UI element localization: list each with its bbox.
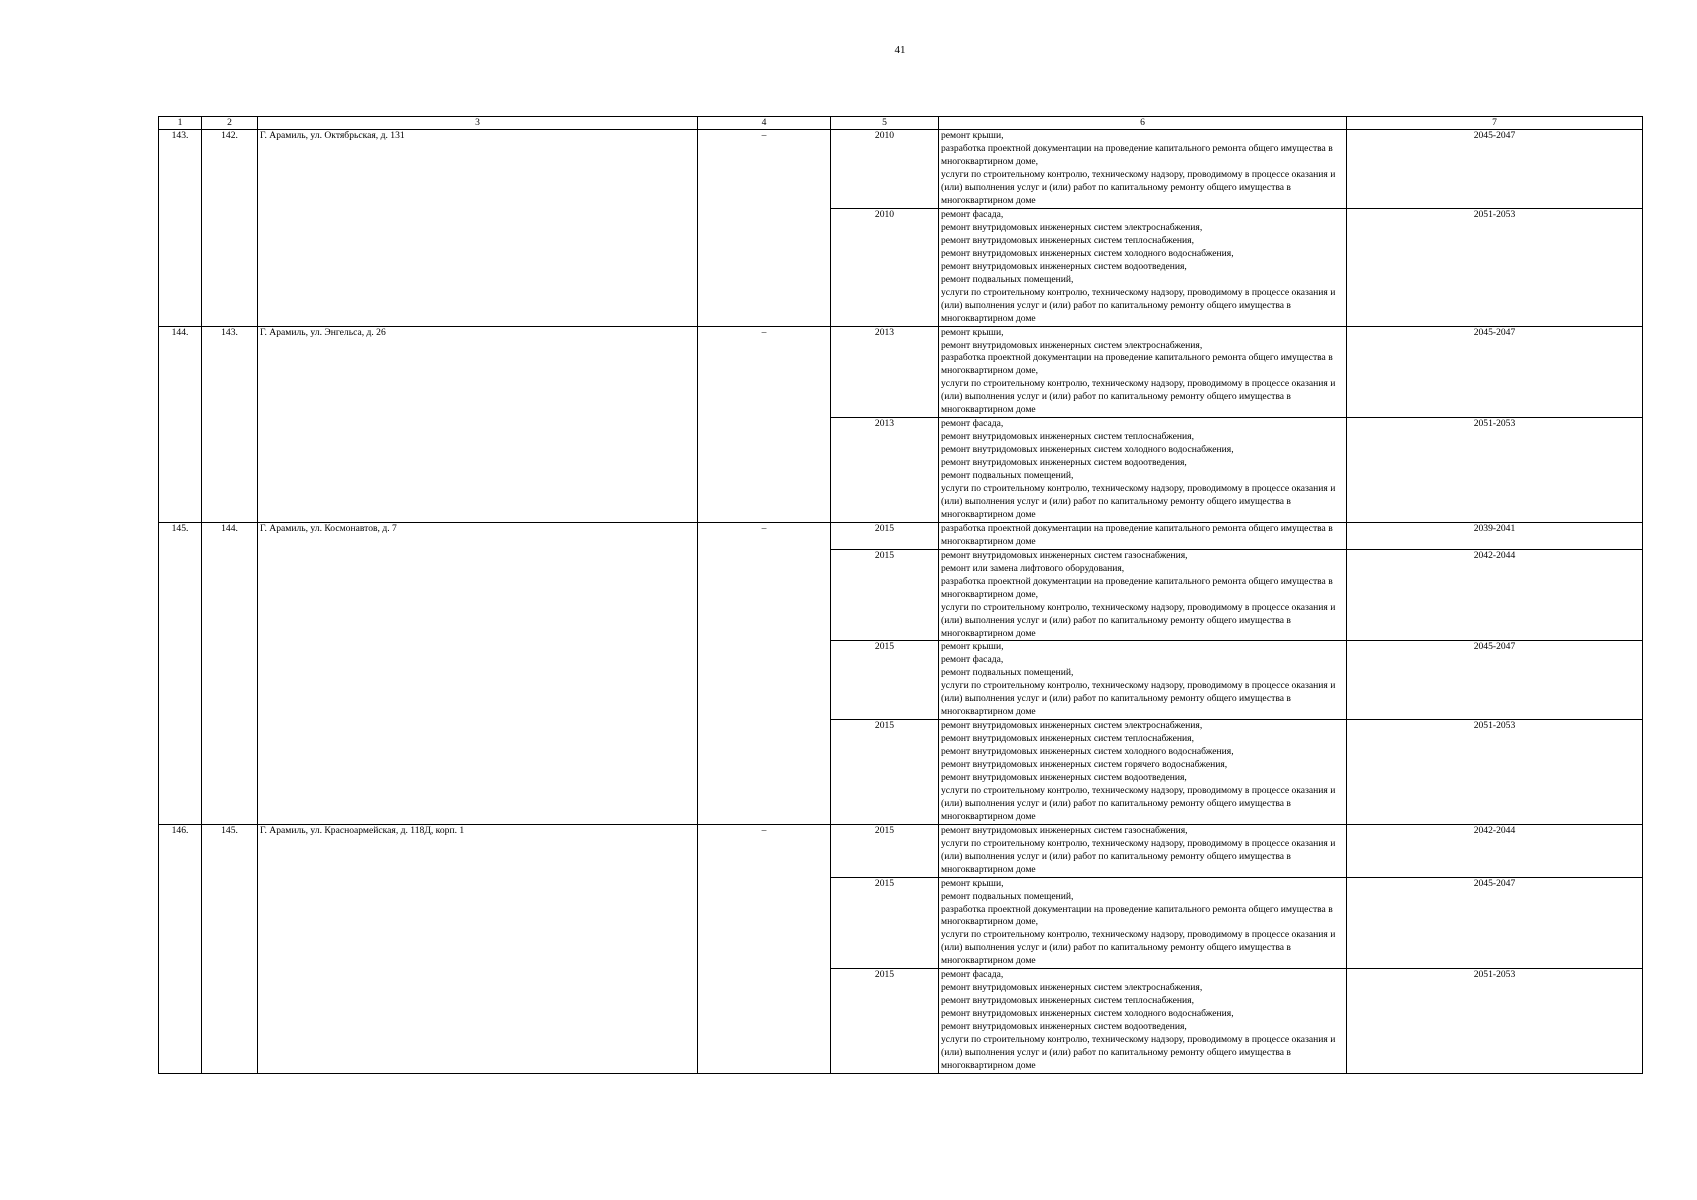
works-cell: ремонт крыши, ремонт подвальных помещений, разработка проектной документации на проведение капитального ремонта общего имущества в многоквартирном доме, услуги по строительному контролю, техническому надзору, проводимому в процессе оказания и (или) выполнения услуг и (или) работ по капитальному ремонту общего имущества в многоквартирном доме: [939, 877, 1347, 969]
works-cell: ремонт фасада, ремонт внутридомовых инженерных систем теплоснабжения, ремонт внутридомовых инженерных систем холодного водоснабжения, ремонт внутридомовых инженерных систем водоотведения, ремонт подвальных помещений, услуги по строительному контролю, техническому надзору, проводимому в процессе оказания и (или) выполнения услуг и (или) работ по капитальному ремонту общего имущества в многоквартирном доме: [939, 418, 1347, 523]
year-cell: 2015: [831, 549, 939, 641]
year-cell: 2013: [831, 418, 939, 523]
table-row: [159, 326, 1643, 418]
row-number: 143.: [159, 130, 202, 327]
table-row: [159, 130, 1643, 209]
page-number: 41: [894, 44, 906, 56]
period-cell: 2051-2053: [1347, 720, 1643, 825]
works-cell: ремонт крыши, разработка проектной документации на проведение капитального ремонта общего имущества в многоквартирном доме, услуги по строительному контролю, техническому надзору, проводимому в процессе оказания и (или) выполнения услуг и (или) работ по капитальному ремонту общего имущества в многоквартирном доме: [939, 130, 1347, 209]
works-cell: ремонт внутридомовых инженерных систем газоснабжения, услуги по строительному контролю, техническому надзору, проводимому в процессе оказания и (или) выполнения услуг и (или) работ по капитальному ремонту общего имущества в многоквартирном доме: [939, 824, 1347, 877]
address-cell: Г. Арамиль, ул. Космонавтов, д. 7: [258, 522, 698, 824]
year-cell: 2010: [831, 130, 939, 209]
column-number: 4: [698, 117, 831, 130]
table-row: [159, 824, 1643, 877]
address-cell: Г. Арамиль, ул. Энгельса, д. 26: [258, 326, 698, 522]
row-number: 146.: [159, 824, 202, 1073]
period-cell: 2045-2047: [1347, 641, 1643, 720]
works-cell: разработка проектной документации на проведение капитального ремонта общего имущества в многоквартирном доме: [939, 522, 1347, 549]
dash-cell: –: [698, 824, 831, 1073]
works-cell: ремонт фасада, ремонт внутридомовых инженерных систем электроснабжения, ремонт внутридомовых инженерных систем теплоснабжения, ремонт внутридомовых инженерных систем холодного водоснабжения, ремонт внутридомовых инженерных систем водоотведения, услуги по строительному контролю, техническому надзору, проводимому в процессе оказания и (или) выполнения услуг и (или) работ по капитальному ремонту общего имущества в многоквартирном доме: [939, 969, 1347, 1074]
works-cell: ремонт крыши, ремонт внутридомовых инженерных систем электроснабжения, разработка проектной документации на проведение капитального ремонта общего имущества в многоквартирном доме, услуги по строительному контролю, техническому надзору, проводимому в процессе оказания и (или) выполнения услуг и (или) работ по капитальному ремонту общего имущества в многоквартирном доме: [939, 326, 1347, 418]
dash-cell: –: [698, 326, 831, 522]
address-cell: Г. Арамиль, ул. Октябрьская, д. 131: [258, 130, 698, 327]
column-number: 2: [202, 117, 258, 130]
period-cell: 2042-2044: [1347, 549, 1643, 641]
year-cell: 2010: [831, 209, 939, 327]
column-number: 7: [1347, 117, 1643, 130]
dash-cell: –: [698, 130, 831, 327]
period-cell: 2051-2053: [1347, 209, 1643, 327]
address-cell: Г. Арамиль, ул. Красноармейская, д. 118Д, корп. 1: [258, 824, 698, 1073]
year-cell: 2015: [831, 824, 939, 877]
works-cell: ремонт фасада, ремонт внутридомовых инженерных систем электроснабжения, ремонт внутридомовых инженерных систем теплоснабжения, ремонт внутридомовых инженерных систем холодного водоснабжения, ремонт внутридомовых инженерных систем водоотведения, ремонт подвальных помещений, услуги по строительному контролю, техническому надзору, проводимому в процессе оказания и (или) выполнения услуг и (или) работ по капитальному ремонту общего имущества в многоквартирном доме: [939, 209, 1347, 327]
column-number: 1: [159, 117, 202, 130]
year-cell: 2015: [831, 522, 939, 549]
row-number: 145.: [159, 522, 202, 824]
period-cell: 2051-2053: [1347, 418, 1643, 523]
house-number: 143.: [202, 326, 258, 522]
year-cell: 2015: [831, 969, 939, 1074]
works-cell: ремонт внутридомовых инженерных систем газоснабжения, ремонт или замена лифтового оборудования, разработка проектной документации на проведение капитального ремонта общего имущества в многоквартирном доме, услуги по строительному контролю, техническому надзору, проводимому в процессе оказания и (или) выполнения услуг и (или) работ по капитальному ремонту общего имущества в многоквартирном доме: [939, 549, 1347, 641]
period-cell: 2051-2053: [1347, 969, 1643, 1074]
works-cell: ремонт внутридомовых инженерных систем электроснабжения, ремонт внутридомовых инженерных систем теплоснабжения, ремонт внутридомовых инженерных систем холодного водоснабжения, ремонт внутридомовых инженерных систем горячего водоснабжения, ремонт внутридомовых инженерных систем водоотведения, услуги по строительному контролю, техническому надзору, проводимому в процессе оказания и (или) выполнения услуг и (или) работ по капитальному ремонту общего имущества в многоквартирном доме: [939, 720, 1347, 825]
column-number-row: [159, 117, 1643, 130]
period-cell: 2042-2044: [1347, 824, 1643, 877]
period-cell: 2039-2041: [1347, 522, 1643, 549]
column-number: 5: [831, 117, 939, 130]
period-cell: 2045-2047: [1347, 326, 1643, 418]
column-number: 3: [258, 117, 698, 130]
works-cell: ремонт крыши, ремонт фасада, ремонт подвальных помещений, услуги по строительному контролю, техническому надзору, проводимому в процессе оказания и (или) выполнения услуг и (или) работ по капитальному ремонту общего имущества в многоквартирном доме: [939, 641, 1347, 720]
house-number: 145.: [202, 824, 258, 1073]
year-cell: 2015: [831, 641, 939, 720]
column-number: 6: [939, 117, 1347, 130]
house-number: 142.: [202, 130, 258, 327]
table-row: [159, 522, 1643, 549]
house-number: 144.: [202, 522, 258, 824]
period-cell: 2045-2047: [1347, 877, 1643, 969]
row-number: 144.: [159, 326, 202, 522]
year-cell: 2015: [831, 877, 939, 969]
repair-schedule-table: [158, 116, 1643, 1074]
dash-cell: –: [698, 522, 831, 824]
year-cell: 2015: [831, 720, 939, 825]
year-cell: 2013: [831, 326, 939, 418]
period-cell: 2045-2047: [1347, 130, 1643, 209]
